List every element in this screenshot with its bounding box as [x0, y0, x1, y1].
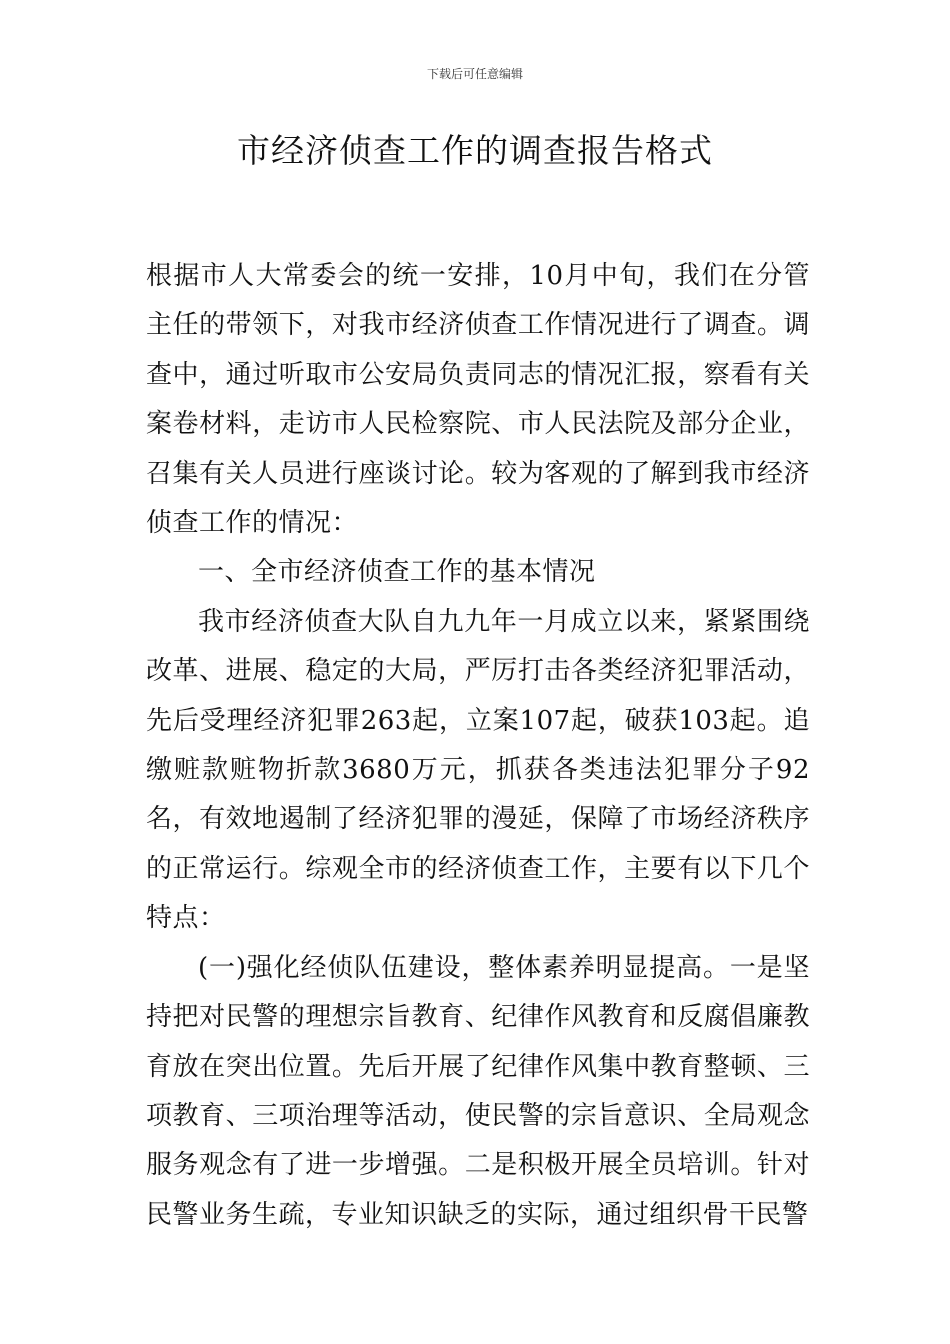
section-heading-1: 一、全市经济侦查工作的基本情况 [198, 557, 596, 588]
paragraph-intro: 根据市人大常委会的统一安排，10月中旬，我们在分管主任的带领下，对我市经济侦查工作情况进行了调查。调查中，通过听取市公安局负责同志的情况汇报，察看有关案卷材料，走访市人民检察院、市人民法院及部分企业，召集有关人员进行座谈讨论。较为客观的了解到我市经济侦查工作的情况： [146, 261, 810, 539]
paragraph-basic-situation: 我市经济侦查大队自九九年一月成立以来，紧紧围绕改革、进展、稳定的大局，严厉打击各类经济犯罪活动，先后受理经济犯罪263起，立案107起，破获103起。追缴赃款赃物折款3680万元，抓获各类违法犯罪分子92名，有效地遏制了经济犯罪的漫延，保障了市场经济秩序的正常运行。综观全市的经济侦查工作，主要有以下几个特点： [146, 606, 810, 934]
document-title: 市经济侦查工作的调查报告格式 [237, 131, 713, 170]
document-body [146, 252, 810, 1240]
page-header-note: 下载后可任意编辑 [426, 67, 523, 81]
paragraph-team-building: (一)强化经侦队伍建设，整体素养明显提高。一是坚持把对民警的理想宗旨教育、纪律作风教育和反腐倡廉教育放在突出位置。先后开展了纪律作风集中教育整顿、三项教育、三项治理等活动，使民警的宗旨意识、全局观念服务观念有了进一步增强。二是积极开展全员培训。针对民警业务生疏，专业知识缺乏的实际，通过组织骨干民警 [146, 952, 810, 1230]
